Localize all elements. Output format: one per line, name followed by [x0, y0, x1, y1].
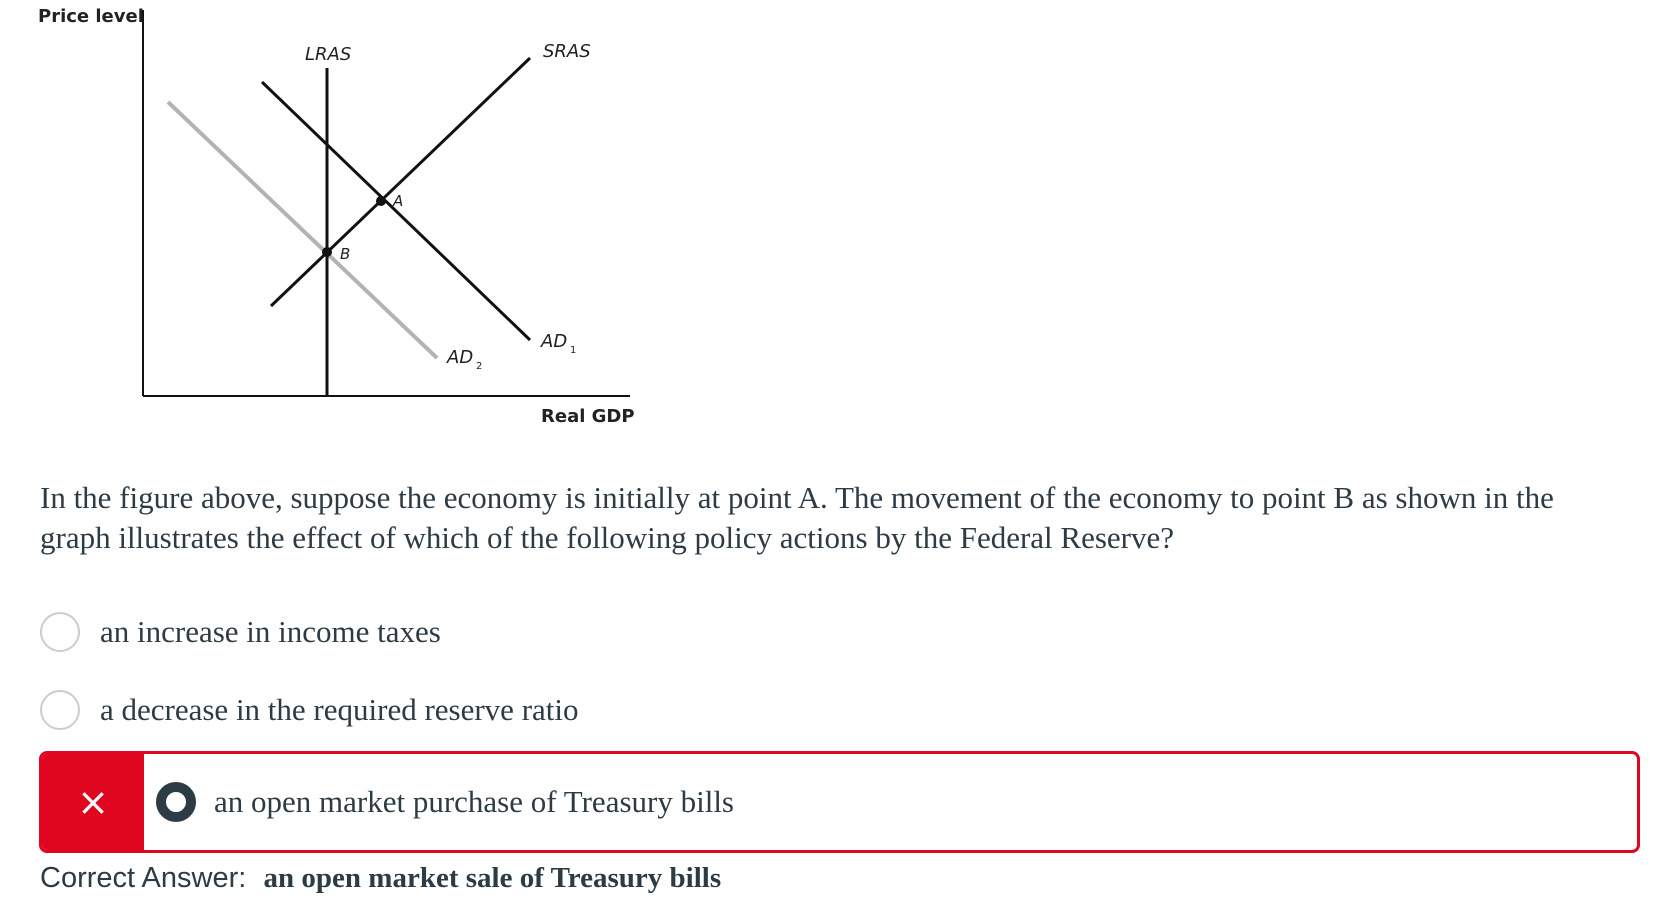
selected-answer-incorrect[interactable] — [39, 751, 1640, 853]
ad2-label: AD — [447, 347, 474, 368]
y-axis-label: Price level — [38, 6, 144, 27]
answer-option-reserve-ratio[interactable] — [40, 688, 579, 732]
radio-selected-icon[interactable] — [156, 782, 196, 822]
option-label: an increase in income taxes — [100, 614, 441, 649]
selected-answer-label: an open market purchase of Treasury bills — [214, 784, 734, 819]
ad-as-graph — [0, 0, 660, 440]
point-a-marker — [376, 196, 386, 206]
ad1-label-sub: 1 — [570, 345, 577, 356]
sras-label: SRAS — [543, 41, 591, 62]
sras-curve — [271, 58, 530, 306]
ad1-label: AD — [541, 331, 568, 352]
incorrect-x-icon: × — [42, 754, 144, 850]
point-b-marker — [322, 247, 332, 257]
x-axis-label: Real GDP — [541, 406, 635, 427]
point-a-label: A — [393, 192, 404, 210]
ad1-curve — [262, 82, 530, 340]
radio-unselected-icon[interactable] — [40, 690, 80, 730]
ad2-curve — [168, 102, 437, 358]
correct-answer-value: an open market sale of Treasury bills — [263, 862, 722, 894]
option-label: a decrease in the required reserve ratio — [100, 692, 579, 727]
radio-unselected-icon[interactable] — [40, 612, 80, 652]
correct-answer-label: Correct Answer: — [40, 862, 247, 894]
point-b-label: B — [340, 245, 351, 263]
lras-label: LRAS — [305, 44, 352, 65]
answer-option-income-taxes[interactable] — [40, 610, 441, 654]
ad2-label-sub: 2 — [476, 361, 483, 372]
correct-answer — [40, 862, 721, 895]
question-text: In the figure above, suppose the economy is initially at point A. The movement of the economy to point B as shown in the graph illustrates the effect of which of the following policy actions by the Federal Reserve? — [40, 480, 1554, 555]
